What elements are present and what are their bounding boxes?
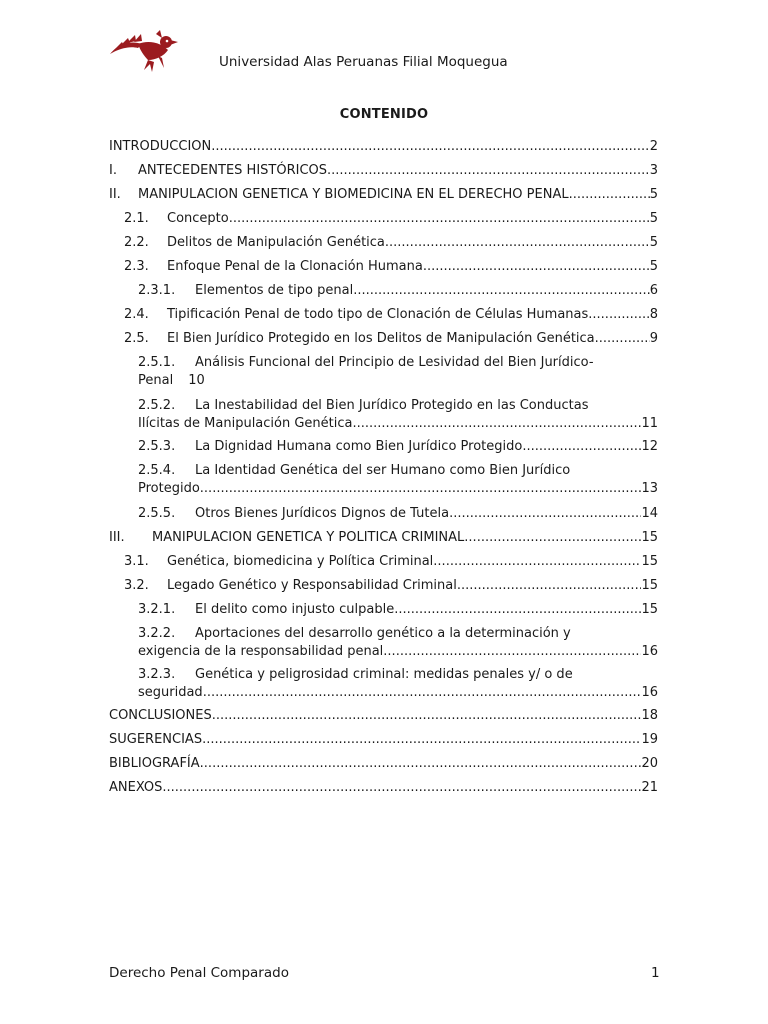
toc-entry-antecedentes[interactable] [109, 162, 658, 180]
toc-page-number: 16 [641, 644, 658, 659]
toc-entry-number: 2.3. [124, 259, 149, 274]
toc-entry-bien-juridico[interactable] [124, 330, 658, 348]
toc-page-number: 6 [649, 283, 658, 298]
leader-dots [212, 707, 642, 725]
toc-entry-number: 3.2.3. [138, 667, 176, 682]
toc-entry-text: Legado Genético y Responsabilidad Criminal [167, 578, 457, 593]
toc-entry-number: 2.5.3. [138, 439, 176, 454]
header-institution-title: Universidad Alas Peruanas Filial Moquegua [219, 54, 508, 70]
leader-dots [162, 779, 641, 797]
toc-entry-text: BIBLIOGRAFÍA [109, 756, 200, 771]
toc-entry-number: 2.5. [124, 331, 149, 346]
leader-dots [353, 415, 642, 433]
toc-page-number: 12 [641, 439, 658, 454]
toc-entry-text: Elementos de tipo penal [195, 283, 354, 298]
footer-page-number: 1 [651, 965, 660, 981]
toc-entry-otros-bienes[interactable] [138, 505, 658, 523]
toc-entry-continuation: Protegido [138, 481, 200, 496]
toc-entry-number: 3.2. [124, 578, 149, 593]
toc-entry-genetica-biomedicina[interactable] [124, 553, 658, 571]
leader-dots [200, 755, 642, 773]
toc-entry-number: I. [109, 163, 117, 178]
contents-heading: CONTENIDO [339, 107, 429, 122]
toc-entry-elementos-tipo-penal[interactable] [138, 282, 658, 300]
toc-page-number: 15 [641, 602, 658, 617]
toc-entry-sugerencias[interactable] [109, 731, 658, 749]
leader-dots [394, 601, 641, 619]
toc-page-number: 15 [641, 578, 658, 593]
toc-entry-tipificacion-penal[interactable] [124, 306, 658, 324]
toc-page-number: 16 [641, 685, 658, 700]
toc-entry-delito-injusto[interactable] [138, 601, 658, 619]
toc-page-number: 11 [641, 416, 658, 431]
toc-entry-number: III. [109, 530, 125, 545]
toc-page-number: 14 [641, 506, 658, 521]
toc-page-number: 2 [649, 139, 658, 154]
toc-entry-text: Tipificación Penal de todo tipo de Clonación de Células Humanas [167, 307, 589, 322]
toc-entry-dignidad-humana[interactable] [138, 438, 658, 456]
toc-page-number: 5 [649, 211, 658, 226]
toc-page-number: 9 [649, 331, 658, 346]
toc-entry-text: Otros Bienes Jurídicos Dignos de Tutela [195, 506, 450, 521]
toc-entry-text: Genética, biomedicina y Política Criminal [167, 554, 434, 569]
leader-dots [211, 138, 649, 156]
toc-entry-delitos-manipulacion[interactable] [124, 234, 658, 252]
leader-dots [353, 282, 650, 300]
toc-entry-continuation: seguridad [138, 685, 203, 700]
leader-dots [327, 162, 650, 180]
leader-dots [522, 438, 641, 456]
toc-entry-inestabilidad[interactable] [138, 397, 658, 433]
toc-entry-politica-criminal[interactable] [109, 529, 658, 547]
toc-entry-text: La Dignidad Humana como Bien Jurídico Protegido [195, 439, 523, 454]
toc-page-number: 8 [649, 307, 658, 322]
toc-entry-number: 2.5.1. [138, 355, 176, 370]
toc-entry-anexos[interactable] [109, 779, 658, 797]
toc-entry-number: 3.2.2. [138, 626, 176, 641]
toc-entry-text: Análisis Funcional del Principio de Lesividad del Bien Jurídico- [195, 355, 594, 370]
toc-entry-concepto[interactable] [124, 210, 658, 228]
toc-page-number: 18 [641, 708, 658, 723]
leader-dots [457, 577, 642, 595]
toc-entry-text: El delito como injusto culpable [195, 602, 395, 617]
toc-entry-number: 2.5.4. [138, 463, 176, 478]
toc-entry-enfoque-penal[interactable] [124, 258, 658, 276]
toc-entry-text: El Bien Jurídico Protegido en los Delitos de Manipulación Genética [167, 331, 595, 346]
toc-entry-number: II. [109, 187, 121, 202]
leader-dots [449, 505, 641, 523]
toc-entry-text: ANTECEDENTES HISTÓRICOS [138, 163, 328, 178]
toc-entry-number: 2.3.1. [138, 283, 176, 298]
toc-entry-continuation: exigencia de la responsabilidad penal [138, 644, 384, 659]
leader-dots [383, 643, 641, 661]
toc-entry-number: 2.1. [124, 211, 149, 226]
toc-entry-analisis-funcional[interactable] [138, 354, 658, 390]
toc-entry-number: 3.2.1. [138, 602, 176, 617]
leader-dots [423, 258, 650, 276]
toc-entry-number: 2.2. [124, 235, 149, 250]
toc-page-number: 20 [641, 756, 658, 771]
toc-entry-continuation: Penal [138, 373, 174, 388]
toc-entry-text: CONCLUSIONES [109, 708, 212, 723]
leader-dots [588, 306, 649, 324]
toc-page-number: 15 [641, 530, 658, 545]
toc-entry-conclusiones[interactable] [109, 707, 658, 725]
toc-entry-legado-genetico[interactable] [124, 577, 658, 595]
toc-page-number: 15 [641, 554, 658, 569]
toc-entry-text: Concepto [167, 211, 229, 226]
leader-dots [569, 186, 650, 204]
leader-dots [229, 210, 650, 228]
toc-page-number: 3 [649, 163, 658, 178]
toc-entry-continuation: Ilícitas de Manipulación Genética [138, 416, 353, 431]
footer-course-title: Derecho Penal Comparado [109, 965, 289, 981]
toc-entry-text: Genética y peligrosidad criminal: medidas penales y/ o de [195, 667, 573, 682]
toc-entry-identidad-genetica[interactable] [138, 462, 658, 498]
leader-dots [464, 529, 641, 547]
toc-entry-number: 3.1. [124, 554, 149, 569]
toc-entry-aportaciones[interactable] [138, 625, 658, 661]
leader-dots [203, 684, 642, 702]
toc-entry-manipulacion-biomedicina[interactable] [109, 186, 658, 204]
toc-entry-text: Enfoque Penal de la Clonación Humana [167, 259, 423, 274]
toc-entry-text: ANEXOS [109, 780, 163, 795]
toc-page-number: 5 [649, 187, 658, 202]
toc-page-number: 19 [641, 732, 658, 747]
toc-page-number: 5 [649, 259, 658, 274]
toc-entry-bibliografia[interactable] [109, 755, 658, 773]
toc-page-number: 21 [641, 780, 658, 795]
toc-entry-text: MANIPULACION GENETICA Y BIOMEDICINA EN EL DERECHO PENAL [138, 187, 569, 202]
toc-entry-text: La Identidad Genética del ser Humano como Bien Jurídico [195, 463, 571, 478]
leader-dots [433, 553, 641, 571]
toc-entry-introduccion[interactable] [109, 138, 658, 156]
university-eagle-logo-icon [108, 30, 180, 74]
toc-page-number: 10 [188, 373, 205, 388]
toc-entry-text: INTRODUCCION [109, 139, 212, 154]
leader-dots [595, 330, 650, 348]
toc-entry-number: 2.5.2. [138, 398, 176, 413]
toc-page-number: 13 [641, 481, 658, 496]
toc-entry-text: La Inestabilidad del Bien Jurídico Protegido en las Conductas [195, 398, 589, 413]
toc-entry-number: 2.4. [124, 307, 149, 322]
toc-page-number: 5 [649, 235, 658, 250]
toc-entry-text: Aportaciones del desarrollo genético a la determinación y [195, 626, 571, 641]
toc-entry-text: SUGERENCIAS [109, 732, 203, 747]
leader-dots [202, 731, 641, 749]
leader-dots [385, 234, 650, 252]
toc-entry-number: 2.5.5. [138, 506, 176, 521]
toc-entry-peligrosidad[interactable] [138, 666, 658, 702]
leader-dots [200, 480, 642, 498]
toc-entry-text: MANIPULACION GENETICA Y POLITICA CRIMINAL [152, 530, 465, 545]
toc-entry-text: Delitos de Manipulación Genética [167, 235, 385, 250]
